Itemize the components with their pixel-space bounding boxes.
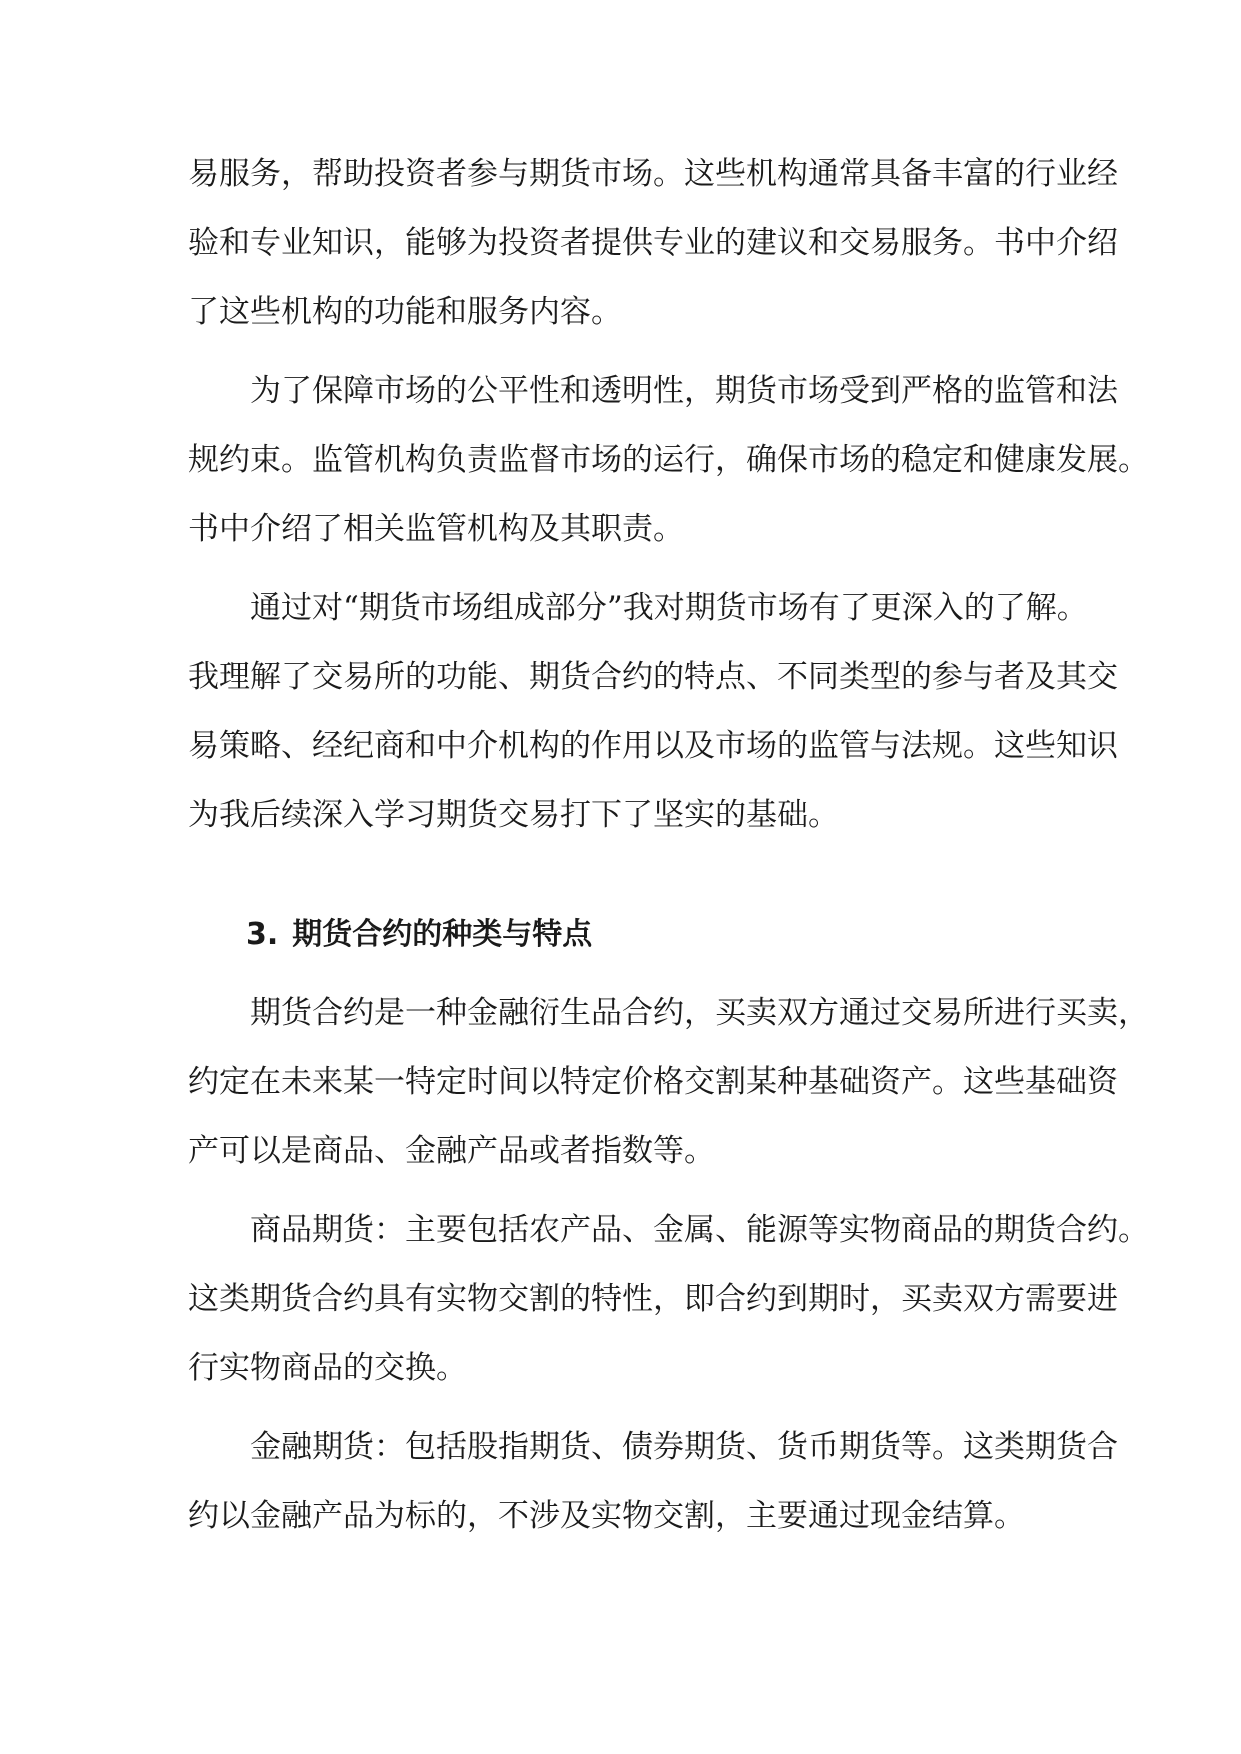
- paragraph-line: 期货合约是一种金融衍生品合约，买卖双方通过交易所进行买卖，: [250, 995, 1149, 1031]
- paragraph-line: 易策略、经纪商和中介机构的作用以及市场的监管与法规。这些知识: [188, 728, 1118, 764]
- paragraph-line: 约以金融产品为标的，不涉及实物交割，主要通过现金结算。: [188, 1498, 1025, 1534]
- paragraph: [188, 1196, 1149, 1403]
- page-body: [188, 140, 1149, 1551]
- paragraph-line: 商品期货：主要包括农产品、金属、能源等实物商品的期货合约。: [250, 1212, 1149, 1248]
- paragraph: [188, 1413, 1118, 1551]
- paragraph-line: 为了保障市场的公平性和透明性，期货市场受到严格的监管和法: [250, 373, 1118, 409]
- paragraph-line: 易服务，帮助投资者参与期货市场。这些机构通常具备丰富的行业经: [188, 156, 1118, 192]
- paragraph-line: 行实物商品的交换。: [188, 1350, 467, 1386]
- paragraph-line: 我理解了交易所的功能、期货合约的特点、不同类型的参与者及其交: [188, 659, 1118, 695]
- paragraph-line: 验和专业知识，能够为投资者提供专业的建议和交易服务。书中介绍: [188, 225, 1118, 261]
- section-heading: [188, 900, 1058, 969]
- paragraph-line: 通过对“期货市场组成部分”我对期货市场有了更深入的了解。: [250, 590, 1088, 626]
- paragraph-line: 这类期货合约具有实物交割的特性，即合约到期时，买卖双方需要进: [188, 1281, 1118, 1317]
- paragraph: [188, 979, 1149, 1186]
- paragraph-line: 产可以是商品、金融产品或者指数等。: [188, 1133, 715, 1169]
- paragraph: [188, 140, 1118, 347]
- paragraph-line: 书中介绍了相关监管机构及其职责。: [188, 511, 684, 547]
- paragraph: [188, 574, 1118, 850]
- paragraph-line: 金融期货：包括股指期货、债券期货、货币期货等。这类期货合: [250, 1429, 1118, 1465]
- paragraph-line: 约定在未来某一特定时间以特定价格交割某种基础资产。这些基础资: [188, 1064, 1118, 1100]
- section-title: 期货合约的种类与特点: [292, 917, 593, 952]
- paragraph-line: 了这些机构的功能和服务内容。: [188, 294, 622, 330]
- paragraph-line: 为我后续深入学习期货交易打下了坚实的基础。: [188, 797, 839, 833]
- paragraph-line: 规约束。监管机构负责监督市场的运行，确保市场的稳定和健康发展。: [188, 442, 1149, 478]
- paragraph: [188, 357, 1149, 564]
- section-number: 3.: [246, 917, 279, 952]
